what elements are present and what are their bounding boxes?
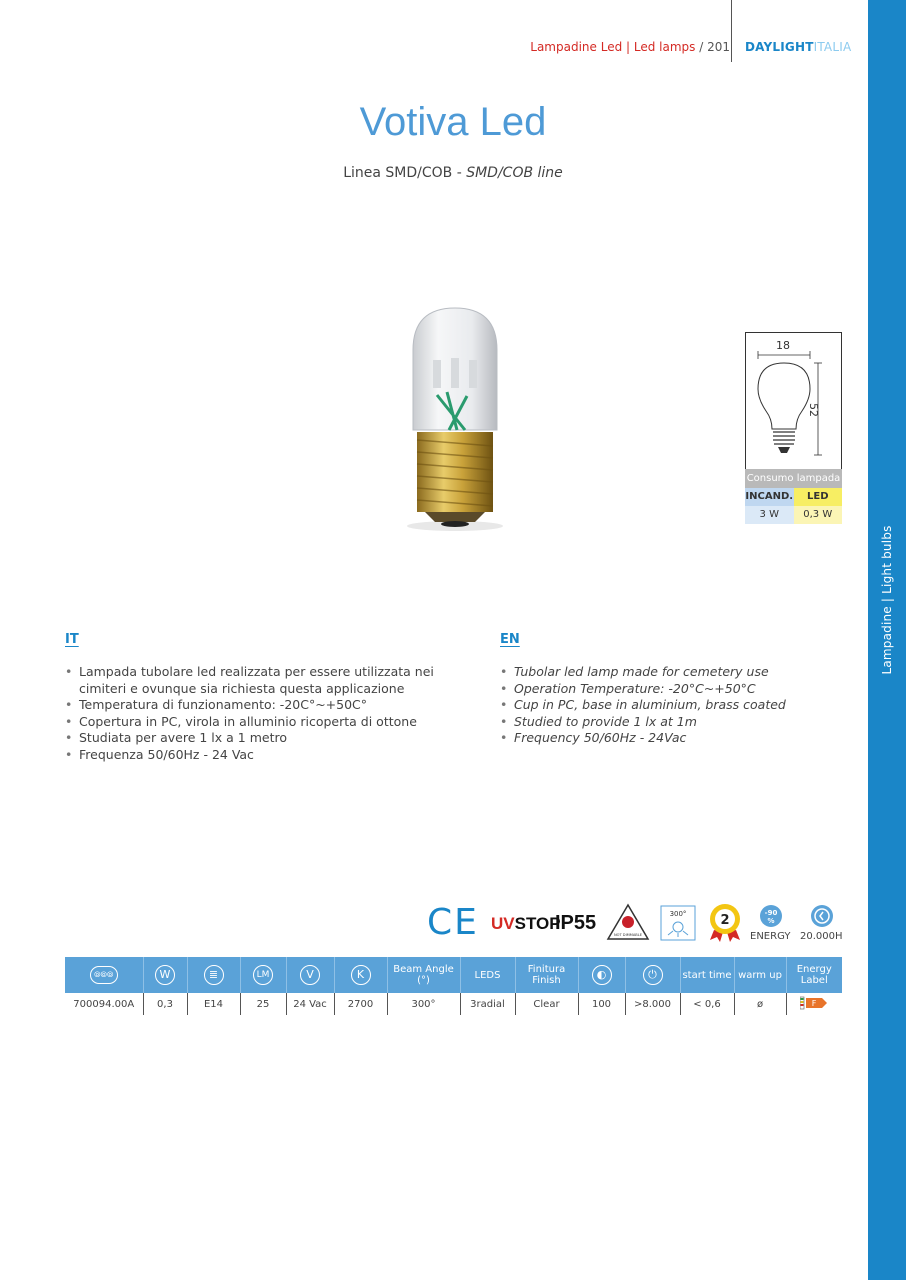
header-volt [286, 957, 334, 993]
cell-finish: Clear [515, 993, 578, 1015]
header-lumen [240, 957, 286, 993]
brand-bold: DAYLIGHT [745, 40, 814, 54]
list-item: • Studiata per avere 1 lx a 1 metro [65, 730, 445, 747]
list-item: • Studied to provide 1 lx at 1m [500, 714, 830, 731]
energy-saving-pct: -90 [764, 909, 778, 917]
header-cri [578, 957, 625, 993]
header-energy: Energy Label [786, 957, 842, 993]
dimension-drawing [745, 332, 842, 470]
header-warm: warm up [734, 957, 786, 993]
cell-energy [786, 993, 842, 1015]
list-item: • Lampada tubolare led realizzata per essere utilizzata nei cimiteri e ovunque sia richiesta questa applicazione [65, 664, 445, 697]
cell-beam: 300° [387, 993, 460, 1015]
header-base [187, 957, 240, 993]
warranty-badge-icon [706, 902, 744, 942]
consumption-col-headers [745, 488, 842, 506]
brand-logo [745, 40, 851, 54]
header-kelvin [334, 957, 387, 993]
stop-label: STOP [514, 914, 561, 933]
cell-cri: 100 [578, 993, 625, 1015]
cell-kelvin: 2700 [334, 993, 387, 1015]
cell-lumen: 25 [240, 993, 286, 1015]
val-incand: 3 W [745, 506, 794, 524]
cri-icon: ◐ [592, 965, 612, 985]
uv-label: UV [491, 914, 515, 933]
subtitle-en: SMD/COB line [466, 165, 563, 181]
code-icon: ⦾⦾⦾ [90, 966, 118, 984]
cell-leds: 3radial [460, 993, 515, 1015]
section-en: Led lamps [633, 40, 696, 54]
header-beam: Beam Angle (°) [387, 957, 460, 993]
beam-angle-icon [660, 905, 696, 941]
beam-angle-label: 300° [669, 910, 687, 918]
ce-mark-icon: CE [427, 902, 479, 943]
lang-label-it: IT [65, 632, 79, 647]
header-code [65, 957, 143, 993]
switch-cycles-icon: ⏻ [643, 965, 663, 985]
list-item: • Copertura in PC, virola in alluminio ricoperta di ottone [65, 714, 445, 731]
cell-watt: 0,3 [143, 993, 187, 1015]
header-divider [731, 0, 732, 62]
lang-label-en: EN [500, 632, 520, 647]
dimension-width: 18 [776, 339, 790, 352]
cell-warm: ø [734, 993, 786, 1015]
lumen-icon: LM [253, 965, 273, 985]
kelvin-icon: K [351, 965, 371, 985]
header-cycles [625, 957, 680, 993]
dimension-height: 52 [807, 403, 820, 417]
header-start: start time [680, 957, 734, 993]
cell-start: < 0,6 [680, 993, 734, 1015]
energy-label-text: ENERGY [750, 931, 791, 942]
volt-icon: V [300, 965, 320, 985]
lifetime-clock-icon [810, 904, 834, 928]
warranty-years: 2 [720, 913, 730, 928]
list-item: • Cup in PC, base in aluminium, brass coated [500, 697, 830, 714]
energy-saving-icon [759, 904, 783, 928]
dimension-diagram [745, 332, 842, 528]
right-sidebar: Lampadine | Light bulbs [868, 0, 906, 1280]
energy-class-icon [800, 996, 828, 1010]
section-it: Lampadine Led [530, 40, 623, 54]
cell-volt: 24 Vac [286, 993, 334, 1015]
list-item: • Frequency 50/60Hz - 24Vac [500, 730, 830, 747]
table-header-row [65, 957, 842, 993]
col-led: LED [794, 488, 843, 506]
page-number: / 201 [695, 40, 730, 54]
col-incand: INCAND. [745, 488, 794, 506]
list-item: • Tubolar led lamp made for cemetery use [500, 664, 830, 681]
description-list-it [65, 664, 445, 763]
watt-icon: W [155, 965, 175, 985]
header-watt [143, 957, 187, 993]
header-separator: | [622, 40, 634, 54]
cell-cycles: >8.000 [625, 993, 680, 1015]
lifetime-label: 20.000H [800, 931, 843, 942]
consumption-values [745, 506, 842, 524]
cell-base: E14 [187, 993, 240, 1015]
subtitle-it: Linea SMD/COB - [343, 165, 467, 181]
description-list-en [500, 664, 830, 747]
consumption-header: Consumo lampada [745, 469, 842, 488]
page-subtitle [0, 165, 906, 181]
header-finish: Finitura Finish [515, 957, 578, 993]
list-item: • Frequenza 50/60Hz - 24 Vac [65, 747, 445, 764]
not-dimmable-icon [606, 902, 650, 942]
header-leds: LEDS [460, 957, 515, 993]
spec-table [65, 957, 842, 1015]
page-header [530, 40, 730, 54]
ip55-icon: IP55 [555, 912, 597, 934]
uv-stop-icon [491, 914, 561, 934]
cell-code: 700094.00A [65, 993, 143, 1015]
lamp-product-image [395, 300, 515, 540]
svg-text:%: % [767, 917, 775, 925]
val-led: 0,3 W [794, 506, 843, 524]
list-item: • Temperatura di funzionamento: -20C°~+50C° [65, 697, 445, 714]
bulb-outline-icon [746, 333, 841, 469]
not-dimmable-label: NOT DIMMABLE [613, 933, 643, 937]
energy-class-letter: F [811, 998, 817, 1008]
page-title: Votiva Led [359, 100, 547, 144]
list-item: • Operation Temperature: -20°C~+50°C [500, 681, 830, 698]
brand-light: ITALIA [813, 40, 852, 54]
table-row [65, 993, 842, 1015]
lamp-base-icon: ≣ [204, 965, 224, 985]
